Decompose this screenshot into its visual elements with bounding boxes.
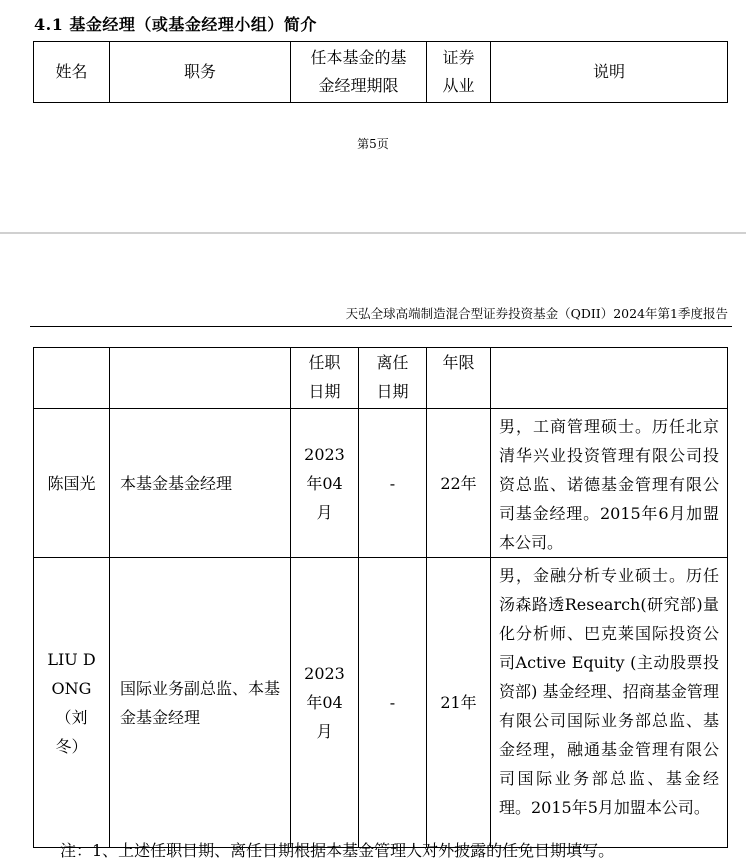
- left-date: -: [359, 558, 427, 848]
- manager-position: 本基金基金经理: [110, 409, 291, 558]
- header-term-line1: 任本基金的基: [310, 48, 407, 67]
- subheader-years: 年限: [427, 348, 491, 409]
- subheader-appointed-date: [291, 348, 359, 409]
- table-row: [34, 558, 728, 848]
- subheader-appointed-line2: 日期: [308, 382, 341, 401]
- manager-name-line2: ONG: [51, 678, 92, 698]
- header-note: 说明: [491, 42, 728, 103]
- years-experience: 21年: [427, 558, 491, 848]
- manager-name: [34, 558, 110, 848]
- header-name: 姓名: [34, 42, 110, 103]
- years-experience: 22年: [427, 409, 491, 558]
- appointed-date-line2: 年04: [306, 473, 343, 493]
- appointed-date-line3: 月: [316, 502, 333, 522]
- header-years-line1: 证券: [442, 48, 475, 67]
- table-header-row: [34, 42, 728, 103]
- table-row: [34, 409, 728, 558]
- manager-table: [33, 347, 728, 848]
- appointed-date-line1: 2023: [304, 444, 345, 464]
- subheader-empty-note: [491, 348, 728, 409]
- header-term: [291, 42, 427, 103]
- manager-name-line4: 冬）: [55, 736, 88, 756]
- subheader-left-line2: 日期: [376, 382, 409, 401]
- header-position: 职务: [110, 42, 291, 103]
- manager-position: 国际业务副总监、本基金基金经理: [110, 558, 291, 848]
- page-divider: [0, 232, 746, 234]
- subheader-left-date: [359, 348, 427, 409]
- page-number: 第5页: [357, 137, 389, 151]
- subheader-appointed-line1: 任职: [308, 353, 341, 372]
- appointed-date: [291, 409, 359, 558]
- trailing-note: 注：1、上述任职日期、离任日期根据本基金管理人对外披露的任免日期填写。: [60, 841, 615, 860]
- manager-name-line3: （刘: [55, 707, 88, 727]
- table-subheader-row: [34, 348, 728, 409]
- appointed-date-line2: 年04: [306, 693, 343, 712]
- header-years: [427, 42, 491, 103]
- manager-name-line1: LIU D: [47, 649, 96, 669]
- left-date: -: [359, 409, 427, 558]
- header-term-line2: 金经理期限: [318, 76, 399, 95]
- manager-description: 男，金融分析专业硕士。历任汤森路透Research(研究部)量化分析师、巴克莱国际投资公司Active Equity (主动股票投资部) 基金经理、招商基金管理有限公司国际业务部总监、基金经理，融通基金管理有限公司国际业务部总监、基金经理。2015年5月加盟本公司。: [491, 558, 728, 848]
- manager-name: 陈国光: [34, 409, 110, 558]
- header-rule: [30, 326, 732, 327]
- subheader-empty-position: [110, 348, 291, 409]
- header-years-line2: 从业: [442, 76, 475, 95]
- section-title: 4.1 基金经理（或基金经理小组）简介: [34, 15, 317, 34]
- appointed-date-line3: 月: [316, 722, 333, 741]
- manager-description: 男，工商管理硕士。历任北京清华兴业投资管理有限公司投资总监、诺德基金管理有限公司基金经理。2015年6月加盟本公司。: [491, 409, 728, 558]
- subheader-left-line1: 离任: [376, 353, 409, 372]
- subheader-empty-name: [34, 348, 110, 409]
- appointed-date-line1: 2023: [304, 664, 345, 683]
- appointed-date: [291, 558, 359, 848]
- report-header: 天弘全球高端制造混合型证券投资基金（QDII）2024年第1季度报告: [345, 306, 728, 321]
- manager-table-header: [33, 41, 728, 103]
